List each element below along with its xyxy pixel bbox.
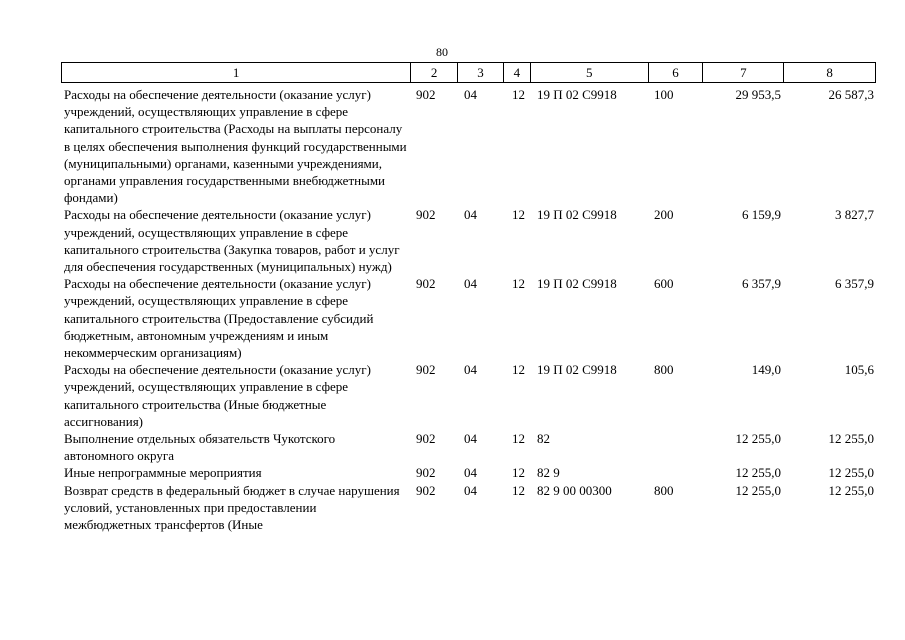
row-grbs: 902: [416, 207, 436, 223]
row-sum-1: 12 255,0: [735, 482, 781, 498]
row-csr: 82: [537, 431, 550, 447]
row-vr: 600: [654, 276, 674, 292]
row-sum-2: 12 255,0: [828, 431, 874, 447]
column-header-6: 6: [649, 63, 704, 82]
table-header: [61, 62, 876, 83]
row-sum-2: 105,6: [844, 362, 874, 378]
row-csr: 19 П 02 С9918: [537, 207, 617, 223]
row-csr: 82 9 00 00300: [537, 482, 612, 498]
row-rz: 04: [464, 276, 477, 292]
table-row: [61, 206, 876, 275]
row-vr: [649, 464, 704, 481]
row-sum-1: 6 159,9: [742, 207, 781, 223]
column-header-2: 2: [411, 63, 458, 82]
table-row: [61, 86, 876, 206]
row-name: Возврат средств в федеральный бюджет в случае нарушения условий, установленных при предоставлении межбюджетных трансфертов (Иные: [64, 482, 400, 533]
row-pr: 12: [512, 276, 525, 292]
row-name: Иные непрограммные мероприятия: [64, 465, 262, 481]
row-pr: 12: [512, 482, 525, 498]
column-header-5: 5: [531, 63, 649, 82]
row-vr: 800: [654, 482, 674, 498]
row-sum-2: 6 357,9: [835, 276, 874, 292]
row-sum-2: 12 255,0: [828, 482, 874, 498]
row-csr: 19 П 02 С9918: [537, 276, 617, 292]
row-pr: 12: [512, 431, 525, 447]
table-row: [61, 361, 876, 430]
row-name: Выполнение отдельных обязательств Чукотского автономного округа: [64, 431, 336, 464]
row-rz: 04: [464, 431, 477, 447]
row-sum-2: 26 587,3: [828, 87, 874, 102]
table-row: [61, 430, 876, 464]
row-pr: 12: [512, 465, 525, 481]
row-grbs: 902: [416, 431, 436, 447]
row-sum-1: 29 953,5: [735, 87, 781, 102]
row-vr: 200: [654, 207, 674, 223]
table-row: [61, 482, 876, 534]
row-rz: 04: [464, 482, 477, 498]
row-vr: 800: [654, 362, 674, 378]
row-sum-2: 3 827,7: [835, 207, 874, 223]
row-rz: 04: [464, 207, 477, 223]
row-grbs: 902: [416, 482, 436, 498]
row-pr: 12: [512, 207, 525, 223]
column-header-4: 4: [504, 63, 531, 82]
row-sum-1: 149,0: [751, 362, 781, 378]
row-name: Расходы на обеспечение деятельности (оказание услуг) учреждений, осуществляющих управление в сфере капитального строительства (Расходы на выплаты персоналу в целях обеспечения выполнения функций государственными (муниципальными) органами, казенными учреждениями, органами управления государственными внебюджетными фондами): [64, 87, 407, 206]
row-vr: 100: [654, 87, 674, 102]
row-pr: 12: [512, 87, 525, 102]
row-rz: 04: [464, 465, 477, 481]
column-header-7: 7: [703, 63, 784, 82]
table-row: [61, 275, 876, 361]
row-sum-1: 12 255,0: [735, 431, 781, 447]
row-grbs: 902: [416, 87, 436, 102]
column-header-8: 8: [826, 65, 833, 80]
column-header-3: 3: [458, 63, 504, 82]
row-name: Расходы на обеспечение деятельности (оказание услуг) учреждений, осуществляющих управление в сфере капитального строительства (Закупка товаров, работ и услуг для обеспечения государственных (муниципальных) нужд): [64, 207, 400, 275]
row-grbs: 902: [416, 276, 436, 292]
row-name: Расходы на обеспечение деятельности (оказание услуг) учреждений, осуществляющих управление в сфере капитального строительства (Предоставление субсидий бюджетным, автономным учреждениям и иным некоммерческим организациям): [64, 276, 374, 361]
row-sum-1: 6 357,9: [742, 276, 781, 292]
row-sum-2: 12 255,0: [828, 465, 874, 481]
row-pr: 12: [512, 362, 525, 378]
column-header-1: 1: [62, 63, 411, 82]
page-number: 80: [436, 45, 448, 59]
row-csr: 19 П 02 С9918: [537, 362, 617, 378]
row-rz: 04: [464, 87, 477, 102]
row-vr: [649, 430, 704, 464]
row-sum-1: 12 255,0: [735, 465, 781, 481]
row-csr: 19 П 02 С9918: [537, 87, 617, 102]
row-grbs: 902: [416, 362, 436, 378]
row-grbs: 902: [416, 465, 436, 481]
table-body: [61, 86, 876, 533]
row-csr: 82 9: [537, 465, 560, 481]
table-row: [61, 464, 876, 481]
row-name: Расходы на обеспечение деятельности (оказание услуг) учреждений, осуществляющих управление в сфере капитального строительства (Иные бюджетные ассигнования): [64, 362, 371, 429]
row-rz: 04: [464, 362, 477, 378]
